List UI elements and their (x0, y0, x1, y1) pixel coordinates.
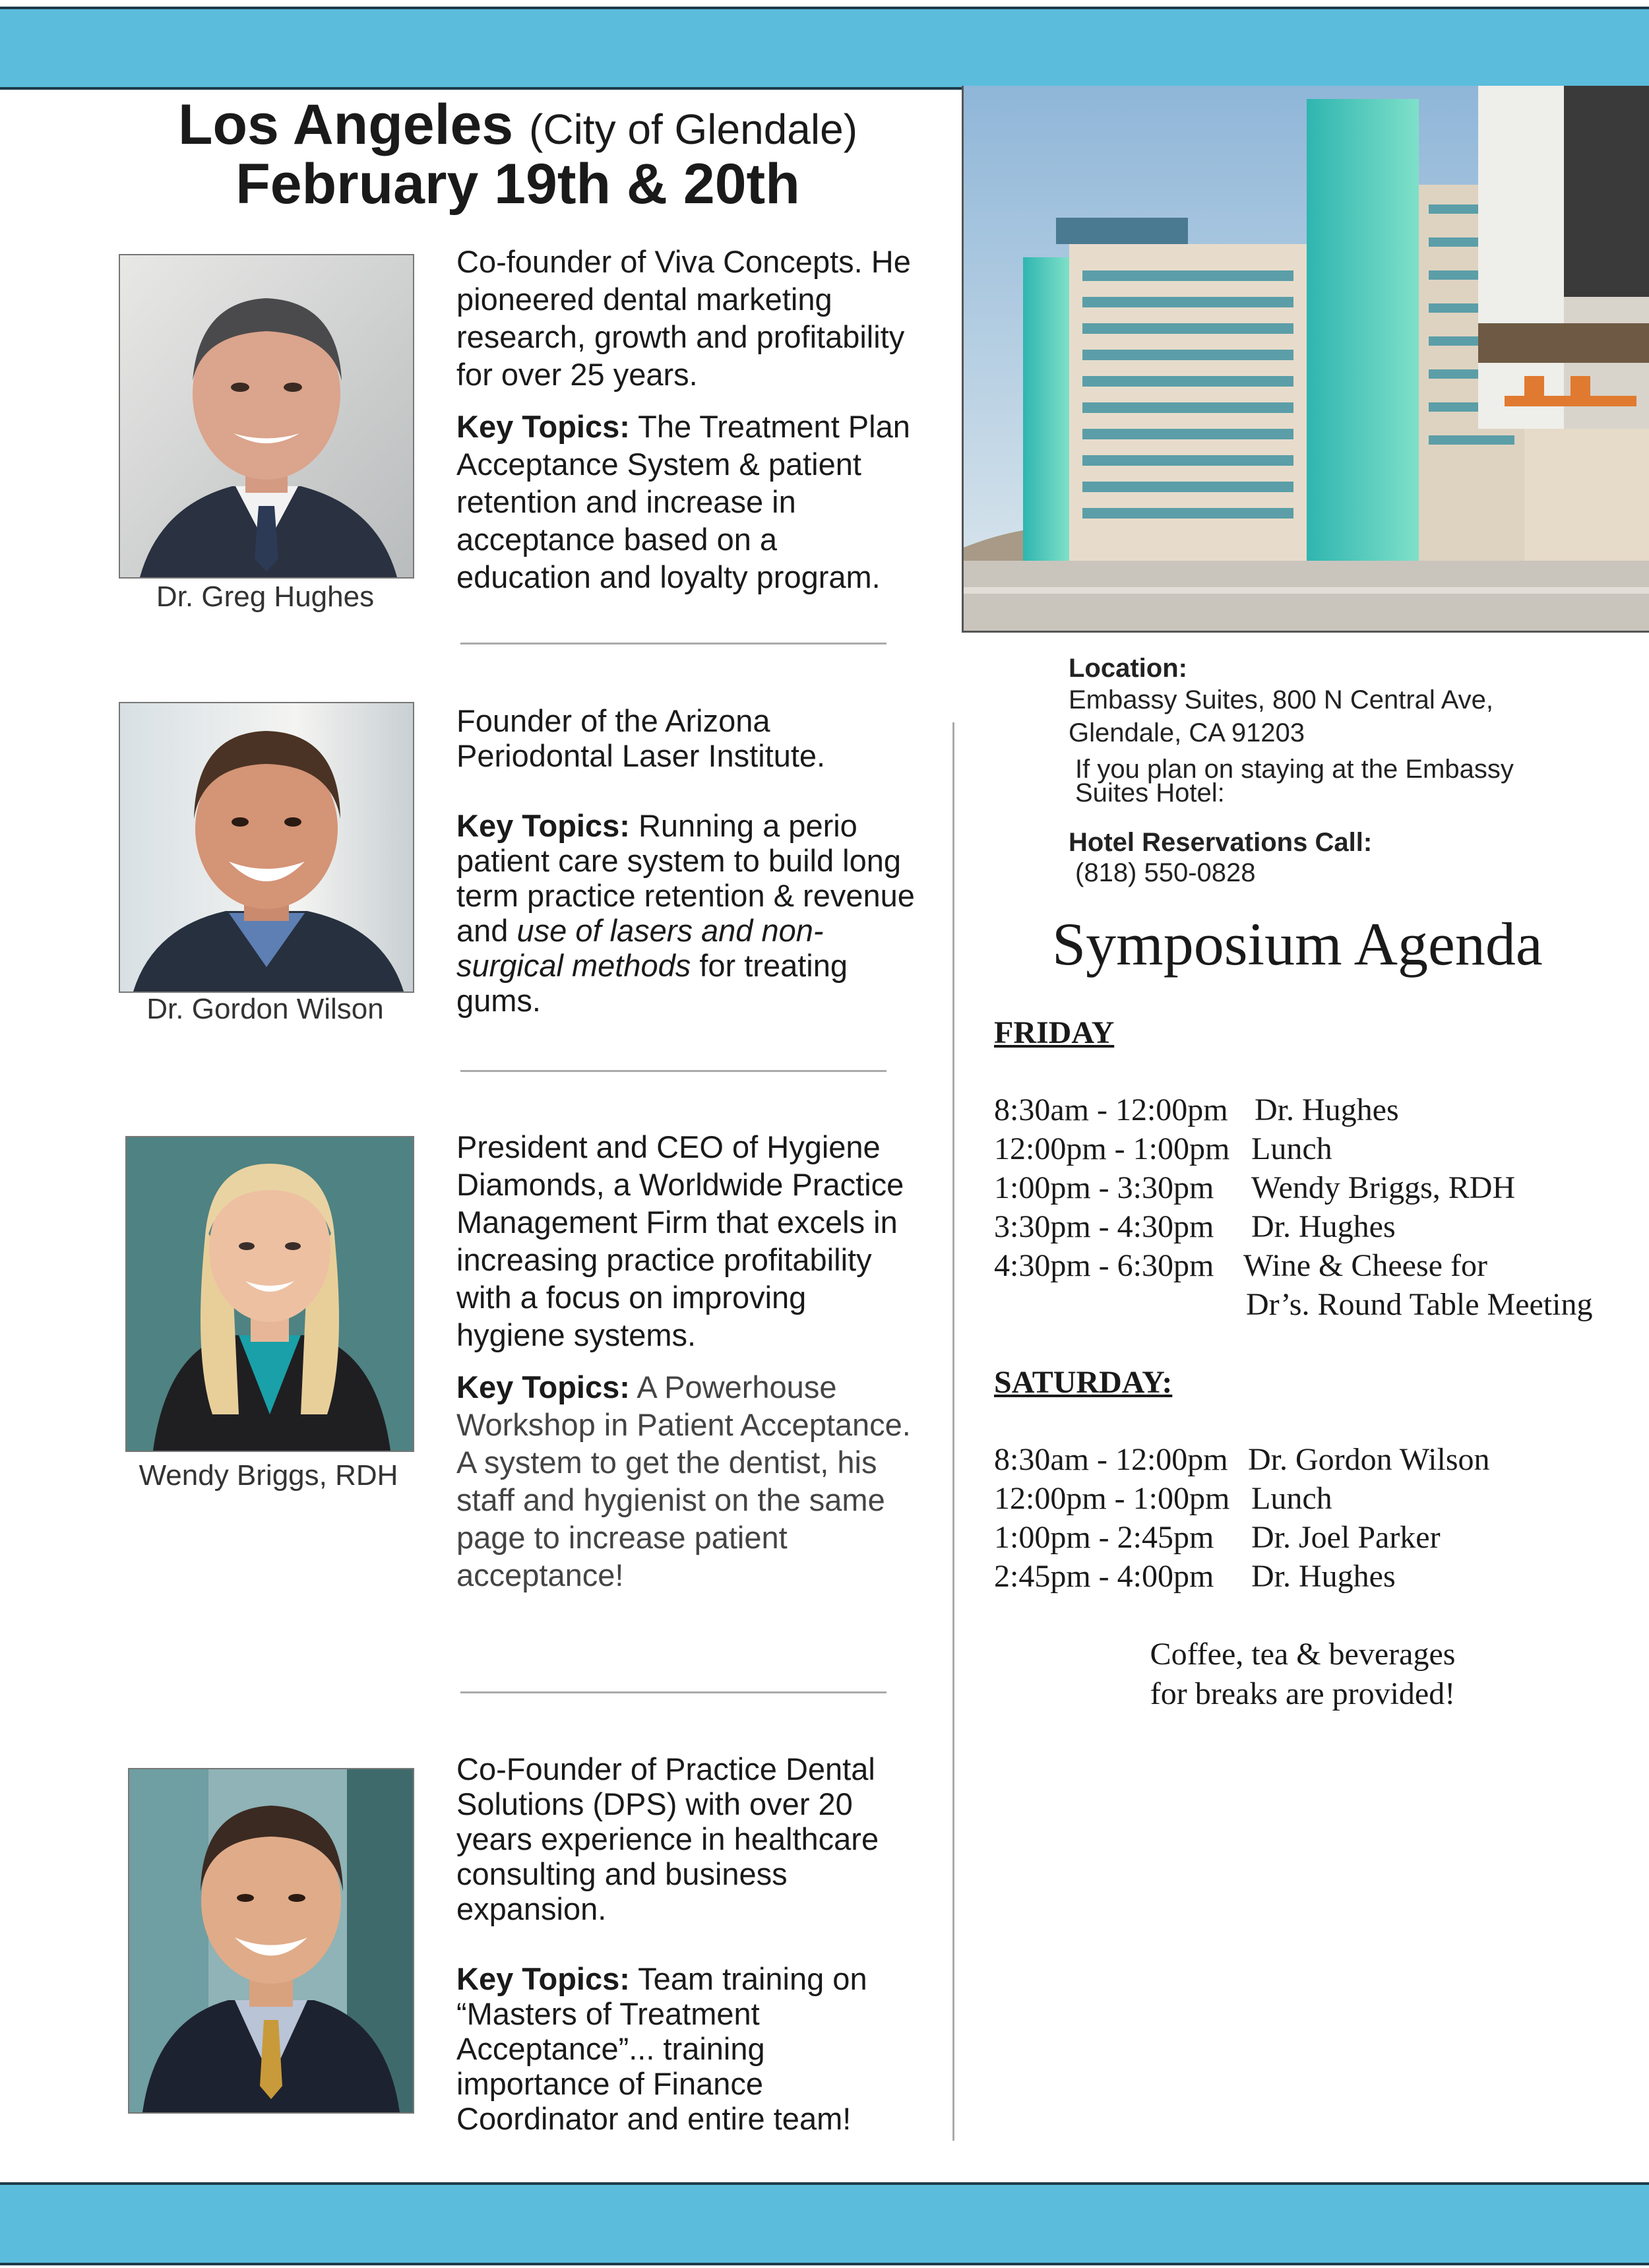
speaker-bio-greg-hughes: Co-founder of Viva Concepts. He pioneered dental marketing research, growth and profitability for over 25 years. Key Topics: The Treatment Plan Acceptance System & patient retention and increase in acceptance based on a education and loyalty program. (456, 244, 911, 594)
agenda-row: 8:30am - 12:00pm Dr. Gordon Wilson (994, 1442, 1490, 1477)
hotel-stay-note: If you plan on staying at the Embassy Suites Hotel: (1075, 755, 1514, 807)
speaker-photo-wendy-briggs (125, 1136, 414, 1452)
agenda-title: Symposium Agenda (1052, 910, 1543, 978)
speaker-name-wendy-briggs: Wendy Briggs, RDH (139, 1459, 398, 1492)
location-address-line-2: Glendale, CA 91203 (1069, 718, 1305, 747)
speaker-photo-joel-parker (128, 1768, 414, 2114)
agenda-row: 8:30am - 12:00pm Dr. Hughes (994, 1092, 1399, 1127)
speaker-photo-gordon-wilson (119, 702, 414, 993)
speaker-name-greg-hughes: Dr. Greg Hughes (156, 581, 375, 613)
hotel-photo (962, 86, 1649, 633)
agenda-row: 1:00pm - 3:30pm Wendy Briggs, RDH (994, 1170, 1516, 1205)
location-address-line-1: Embassy Suites, 800 N Central Ave, (1069, 685, 1494, 714)
divider (460, 1070, 887, 1072)
friday-heading: FRIDAY (994, 1015, 1115, 1050)
speaker-bio-gordon-wilson: Founder of the Arizona Periodontal Laser Institute. Key Topics: Running a perio patient care system to build long term practice retention & revenue and use of lasers and non-surgical methods for treating gums. (456, 703, 915, 1018)
hotel-reservations-label: Hotel Reservations Call: (1069, 828, 1373, 857)
page-title-dates: February 19th & 20th (235, 152, 800, 216)
breaks-note: Coffee, tea & beverages for breaks are provided! (1150, 1637, 1456, 1711)
agenda-row: 4:30pm - 6:30pm Wine & Cheese for (994, 1248, 1487, 1283)
divider (460, 1691, 887, 1693)
page-title-city: Los Angeles (City of Glendale) (177, 93, 858, 156)
hotel-phone: (818) 550-0828 (1075, 858, 1256, 887)
agenda-row-continuation: Dr’s. Round Table Meeting (1246, 1287, 1593, 1322)
agenda-row: 3:30pm - 4:30pm Dr. Hughes (994, 1209, 1396, 1244)
agenda-row: 1:00pm - 2:45pm Dr. Joel Parker (994, 1520, 1441, 1555)
speaker-bio-joel-parker: Co-Founder of Practice Dental Solutions (DPS) with over 20 years experience in healthcare consulting and business expansion. Key Topics: Team training on “Masters of Treatment Acceptance”... training importance of Finance Coordinator and entire team! (456, 1751, 879, 2136)
top-color-band (0, 7, 1649, 90)
saturday-heading: SATURDAY: (994, 1365, 1173, 1400)
agenda-row: 12:00pm - 1:00pm Lunch (994, 1481, 1332, 1516)
location-label: Location: (1069, 654, 1187, 683)
column-divider (952, 722, 954, 2141)
bottom-color-band (0, 2182, 1649, 2265)
agenda-row: 12:00pm - 1:00pm Lunch (994, 1131, 1332, 1166)
agenda-row: 2:45pm - 4:00pm Dr. Hughes (994, 1559, 1396, 1594)
speaker-name-gordon-wilson: Dr. Gordon Wilson (146, 993, 384, 1025)
speaker-photo-greg-hughes (119, 254, 414, 579)
speaker-bio-wendy-briggs: President and CEO of Hygiene Diamonds, a Worldwide Practice Management Firm that excels in increasing practice profitability with a focus on improving hygiene systems. Key Topics: A Powerhouse Workshop in Patient Acceptance. A system to get the dentist, his staff and hygienist on the same page to increase patient acceptance! (456, 1129, 911, 1592)
divider (460, 643, 887, 645)
